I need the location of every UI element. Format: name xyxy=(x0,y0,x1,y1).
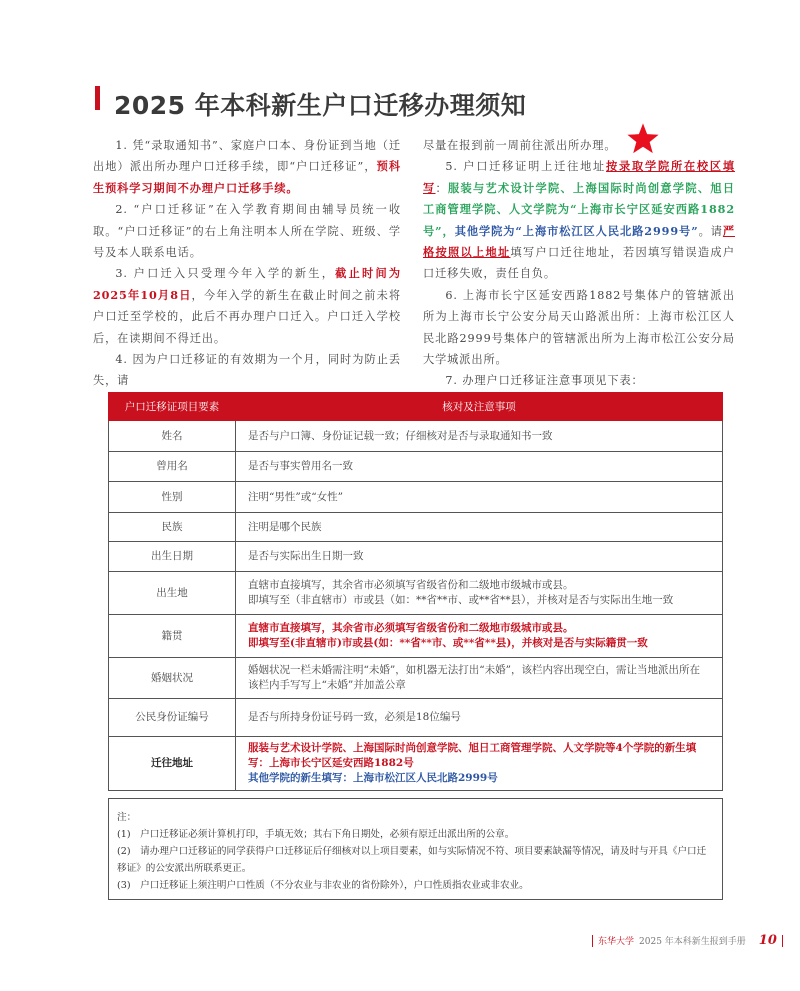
note-item: (3) 户口迁移证上须注明户口性质（不分农业与非农业的省份除外），户口性质指农业或非农业。 xyxy=(117,880,529,891)
row-notes-line: 注明“男性”或“女性” xyxy=(248,490,343,503)
paragraph-6: 6. 上海市长宁区延安西路1882号集体户的管辖派出所为上海市长宁公安分局天山路派出所：上海市松江区人民北路2999号集体户的管辖派出所为上海市松江公安分局大学城派出所。 xyxy=(423,288,735,367)
row-notes-line: 注明是哪个民族 xyxy=(248,520,322,533)
paragraph-4-continued: 尽量在报到前一周前往派出所办理。 xyxy=(423,139,617,152)
paragraph-5: 5. 户口迁移证明上迁往地址按录取学院所在校区填写：服装与艺术设计学院、上海国际时尚创意学院、旭日工商管理学院、人文学院为“上海市长宁区延安西路1882号”，其他学院为“上海市松江区人民北路2999号”。请严格按照以上地址填写户口迁往地址，若因填写错误造成户口迁移失败，责任自负。 xyxy=(423,159,735,281)
row-notes-line: 直辖市直接填写，其余省市必须填写省级省份和二级地市级城市或县。 xyxy=(248,579,574,591)
page-title: 2025 年本科新生户口迁移办理须知 xyxy=(114,91,527,120)
row-notes-line: 是否与实际出生日期一致 xyxy=(248,550,364,562)
row-notes-line: 婚姻状况一栏未婚需注明“未婚”，如机器无法打出“未婚”，该栏内容出现空白，需让当地派出所在该栏内手写写上“未婚”并加盖公章 xyxy=(248,664,700,691)
footer-book-title: 2025 年本科新生报到手册 xyxy=(639,937,746,947)
row-notes-line: 直辖市直接填写，其余省市必须填写省级省份和二级地市级城市或县。 xyxy=(248,622,574,634)
row-notes xyxy=(236,737,723,791)
paragraph-7: 7. 办理户口迁移证注意事项见下表： xyxy=(445,374,644,388)
row-notes-line: 是否与所持身份证号码一致，必须是18位编号 xyxy=(248,711,461,723)
note-item: (2) 请办理户口迁移证的同学获得户口迁移证后仔细核对以上项目要素，如与实际情况不符、项目要素缺漏等情况，请及时与开具《户口迁移证》的公安派出所联系更正。 xyxy=(117,846,707,874)
notes-box xyxy=(108,798,723,900)
table-row xyxy=(109,542,723,572)
header-item: 户口迁移证项目要素 xyxy=(109,393,236,421)
paragraph-2: 2. “户口迁移证”在入学教育期间由辅导员统一收取。“户口迁移证”的右上角注明本人所在学院、班级、学号及本人联系电话。 xyxy=(93,203,401,260)
row-notes-line: 即填写至（非直辖市）市或县（如：**省**市、或**省**县），并核对是否与实际出生地一致 xyxy=(248,594,674,606)
row-notes xyxy=(236,572,723,615)
row-item: 公民身份证编号 xyxy=(109,699,236,737)
header-notes: 核对及注意事项 xyxy=(236,393,723,421)
footer-divider xyxy=(592,935,593,947)
footer xyxy=(592,933,783,948)
row-item: 籍贯 xyxy=(109,615,236,658)
row-notes xyxy=(236,452,723,482)
paragraph-1: 1. 凭“录取通知书”、家庭户口本、身份证到当地（迁出地）派出所办理户口迁移手续，即“户口迁移证”，预科生预科学习期间不办理户口迁移手续。 xyxy=(93,139,401,195)
table-row xyxy=(109,513,723,542)
table-row xyxy=(109,452,723,482)
note-item: (1) 户口迁移证必须计算机打印，手填无效；其右下角日期处，必须有原迁出派出所的公章。 xyxy=(117,829,515,840)
table-row xyxy=(109,421,723,452)
row-notes-line: 即填写至(非直辖市)市或县(如：**省**市、或**省**县)，并核对是否与实际籍贯一致 xyxy=(248,637,648,649)
row-item: 出生日期 xyxy=(109,542,236,572)
row-notes xyxy=(236,615,723,658)
table-row xyxy=(109,615,723,658)
page-number: 10 xyxy=(758,933,777,948)
paragraph-3: 3. 户口迁入只受理今年入学的新生，截止时间为2025年10月8日，今年入学的新生在截止时间之前未将户口迁至学校的，此后不再办理户口迁入。户口迁入学校后，在读期间不得迁出。 xyxy=(93,266,401,345)
row-notes xyxy=(236,658,723,699)
table-row xyxy=(109,699,723,737)
row-notes xyxy=(236,513,723,542)
paragraph-4: 4. 因为户口迁移证的有效期为一个月，同时为防止丢失，请 xyxy=(93,353,401,388)
row-notes xyxy=(236,542,723,572)
row-item: 婚姻状况 xyxy=(109,658,236,699)
row-item: 性别 xyxy=(109,482,236,513)
row-item: 姓名 xyxy=(109,421,236,452)
requirements-table xyxy=(108,392,723,791)
row-notes xyxy=(236,699,723,737)
table-row xyxy=(109,658,723,699)
footer-university: 东华大学 xyxy=(598,937,635,947)
row-notes xyxy=(236,482,723,513)
footer-divider xyxy=(782,935,783,947)
table-row xyxy=(109,482,723,513)
row-notes-line: 是否与户口簿、身份证记载一致；仔细核对是否与录取通知书一致 xyxy=(248,429,553,442)
row-item: 曾用名 xyxy=(109,452,236,482)
row-item: 出生地 xyxy=(109,572,236,615)
row-notes xyxy=(236,421,723,452)
notes-label: 注： xyxy=(117,812,137,823)
row-notes-line: 服装与艺术设计学院、上海国际时尚创意学院、旭日工商管理学院、人文学院等4个学院的新生填写：上海市长宁区延安西路1882号 xyxy=(248,742,697,769)
title-accent-bar xyxy=(95,86,100,110)
row-item: 迁往地址 xyxy=(109,737,236,791)
left-column xyxy=(93,135,401,392)
table-row xyxy=(109,737,723,791)
row-notes-line: 是否与事实曾用名一致 xyxy=(248,460,353,472)
row-notes-line: 其他学院的新生填写：上海市松江区人民北路2999号 xyxy=(248,772,498,784)
row-item: 民族 xyxy=(109,513,236,542)
right-column xyxy=(423,135,735,392)
table-row xyxy=(109,572,723,615)
